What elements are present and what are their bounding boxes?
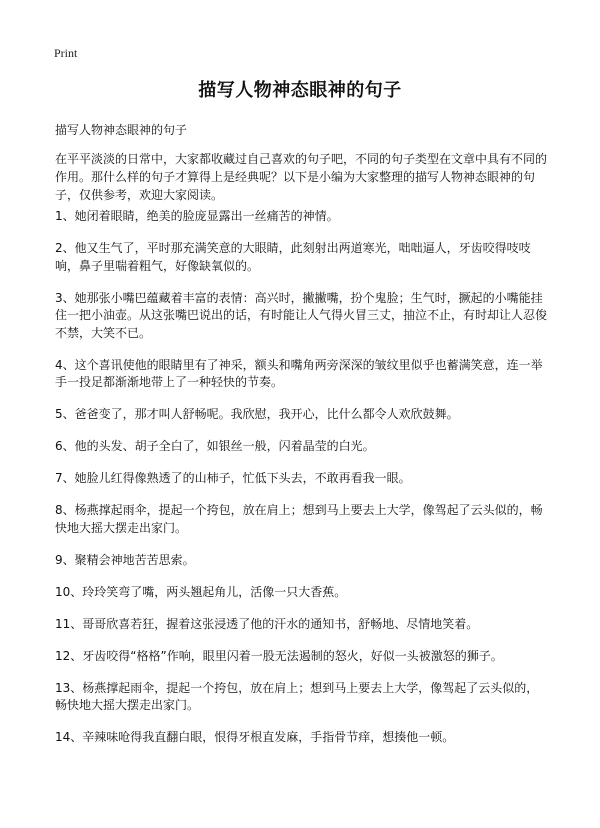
list-item: 1、她闭着眼睛，绝美的脸庞显露出一丝痛苦的神情。 — [55, 209, 339, 223]
list-item: 9、聚精会神地苦苦思索。 — [55, 552, 195, 567]
intro-paragraph: 在平平淡淡的日常中，大家都收藏过自己喜欢的句子吧，不同的句子类型在文章中具有不同的作用。那什么样的句子才算得上是经典呢？以下是小编为大家整理的描写人物神态眼神的句子，仅供参考，欢迎大家阅读。 — [55, 152, 548, 202]
list-item: 6、他的头发、胡子全白了，如银丝一般，闪着晶莹的白光。 — [55, 439, 375, 453]
list-item: 7、她脸儿红得像熟透了的山柿子，忙低下头去，不敢再看我一眼。 — [55, 471, 411, 485]
page-title: 描写人物神态眼神的句子 — [198, 80, 402, 101]
list-item: 13、杨燕撑起雨伞，提起一个挎包，放在肩上；想到马上要去上大学，像驾起了云头似的，畅快地大摇大摆走出家门。 — [55, 680, 539, 712]
list-item: 14、辛辣味呛得我直翻白眼，恨得牙根直发麻，手指骨节痒，想揍他一顿。 — [55, 730, 455, 744]
list-item: 12、牙齿咬得“格格”作响，眼里闪着一股无法遏制的怒火，好似一头被激怒的狮子。 — [55, 648, 503, 663]
list-item: 2、他又生气了，平时那充满笑意的大眼睛，此刻射出两道寒光，咄咄逼人，牙齿咬得吱吱响，鼻子里喘着粗气，好像缺氧似的。 — [55, 241, 531, 273]
list-item: 3、她那张小嘴巴蕴藏着丰富的表情：高兴时，撇撇嘴，扮个鬼脸；生气时，撅起的小嘴能挂住一把小油壶。从这张嘴巴说出的话，有时能让人气得火冒三丈，抽泣不止，有时却让人忍俊不禁，大笑不已。 — [55, 290, 548, 340]
page-subtitle: 描写人物神态眼神的句子 — [55, 123, 188, 137]
sentence-list — [55, 208, 550, 761]
list-item: 4、这个喜讯使他的眼睛里有了神采，额头和嘴角两旁深深的皱纹里似乎也蓄满笑意，连一举手一投足都渐渐地带上了一种轻快的节奏。 — [55, 357, 543, 389]
list-item: 8、杨燕撑起雨伞，提起一个挎包，放在肩上；想到马上要去上大学，像驾起了云头似的，畅快地大摇大摆走出家门。 — [55, 503, 543, 535]
list-item: 10、玲玲笑弯了嘴，两头翘起角儿，活像一只大香蕉。 — [55, 584, 347, 599]
list-item: 11、哥哥欣喜若狂，握着这张浸透了他的汗水的通知书，舒畅地、尽情地笑着。 — [55, 616, 479, 631]
list-item: 5、爸爸变了，那才叫人舒畅呢。我欣慰，我开心，比什么都令人欢欣鼓舞。 — [55, 407, 459, 421]
print-link[interactable]: Print — [54, 46, 78, 60]
